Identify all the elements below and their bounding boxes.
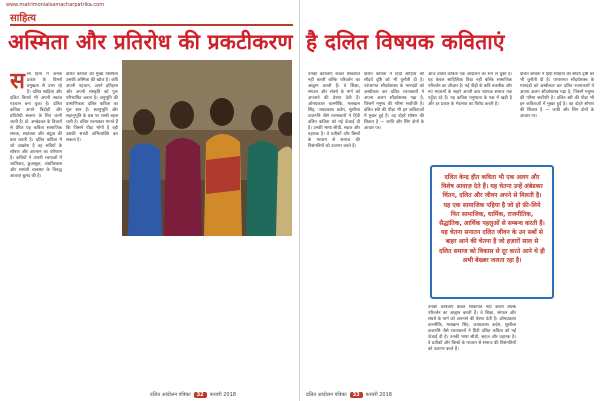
article-column-4 <box>364 72 424 382</box>
article-col-5-text: आज दलित कविता एक आंदोलन का रूप ले चुकी है। यह केवल साहित्यिक विधा नहीं बल्कि सामाजिक परिवर्तन का औज़ार है। नई पीढ़ी के कवि तकनीक और नए माध्यमों के सहारे अपनी बात व्यापक समाज तक पहुँचा रहे हैं। यह कविता मनुष्यता के पक्ष में खड़ी है और हर प्रकार के भेदभाव का विरोध करती है। <box>428 72 512 107</box>
footer-page-number-left: 32 <box>194 392 207 398</box>
article-col-5b-text: उनकी कविताएँ केवल शिकायत नहीं करतीं बल्कि परिवर्तन का आह्वान करती हैं। वे शिक्षा, संगठन और संघर्ष के मार्ग को अपनाने की प्रेरणा देती हैं। ओमप्रकाश वाल्मीकि, मलखान सिंह, जयप्रकाश कर्दम, सुशीला टाकभौरे जैसे रचनाकारों ने हिंदी दलित कविता को नई ऊँचाई दी है। उनकी भाषा सीधी, सहज और प्रहारक है। वे प्रतीकों और बिम्बों के माध्यम से समाज की विसंगतियों को उजागर करते हैं। <box>428 305 516 352</box>
article-col-6-text: दलित कविता ने हिंदी साहित्य की सौंदर्य दृष्टि को भी चुनौती दी है। परंपरागत सौंदर्यशास्त्र के मानदंडों को अस्वीकार कर दलित रचनाकारों ने अपना अलग सौंदर्यशास्त्र गढ़ा है, जिसमें मनुष्य की गरिमा सर्वोपरि है। दलित स्त्री की पीड़ा भी इन कविताओं में मुखर हुई है। वह दोहरे शोषण की शिकार है — जाति और लिंग दोनों के आधार पर। <box>520 72 594 119</box>
article-column-2 <box>66 72 118 382</box>
pull-quote-box <box>430 165 554 299</box>
article-col-1-text: सा हित्य में अनेक प्रकार के विमर्श प्रमुखता से उभर रहे हैं। दलित साहित्य और दलित विमर्श भी अपनी स्वतंत्र पहचान बना चुका है। दलित कविता अपने विद्रोही और प्रतिरोधी स्वरूप के लिए जानी जाती है। डॉ. अम्बेडकर के विचारों से प्रेरित यह कविता सामाजिक समता, स्वतंत्रता और बंधुत्व की बात करती है। दलित कविता में जो आक्रोश है वह सदियों के शोषण और अपमान का परिणाम है। कवियों ने अपनी रचनाओं में जातिवाद, छुआछूत, अंधविश्वास और सामंती व्यवस्था के विरुद्ध आवाज़ बुलंद की है। <box>10 72 62 179</box>
footer-magazine-right: दलित आंदोलन पत्रिका <box>306 392 347 398</box>
drop-cap: स <box>10 72 25 94</box>
footer-issue-right: फरवरी 2018 <box>365 392 392 398</box>
section-label: साहित्य <box>10 13 36 24</box>
article-col-2-text: दलित कविता की मुख्य विशेषता उसकी अस्मिता की खोज है। कवि अपनी पहचान, अपने इतिहास और अपनी संस्कृति को पुनः परिभाषित करता है। अनुभूति की प्रामाणिकता दलित कविता का मूल स्वर है। स्वानुभूति और सहानुभूति के प्रश्न पर लम्बी बहस चली है। दलित रचनाकार मानते हैं कि जिसने पीड़ा भोगी है वही उसकी सच्ची अभिव्यक्ति कर सकता है। <box>66 72 118 143</box>
footer-left <box>150 392 236 398</box>
article-column-5-bottom <box>428 305 516 385</box>
headline-left: अस्मिता और प्रतिरोध की प्रकटीकरण <box>8 30 293 54</box>
section-rule <box>10 24 293 26</box>
footer-issue-left: फरवरी 2018 <box>209 392 236 398</box>
footer-magazine-left: दलित आंदोलन पत्रिका <box>150 392 191 398</box>
page-url: www.matrimonialsamacharpatrika.com <box>6 2 105 8</box>
pull-quote-text: दलित केन्द्र हीत कविता भी एक अलग और विशेष आवाज़ देते हैं। यह चेतना उन्हें अंबेडकर चिंतन, दलित और जीवन अपने से मिलती है। यह एक सामाजिक पहिया है जो हो फ़ी-लिये फिर सामाजिक, धार्मिक, राजनीतिक, सैद्धांतिक, आर्थिक पहलुओं से सम्बन्ध करती हैं। यह चेतना सनातन दलित जीवन के उन सबों से बाहर आने की चेतना है जो हज़ारों साल से दलित समाज को विकास से दूर करते आने थे ही अभी बेख्बर जलता रहा है। <box>439 174 545 264</box>
headline-right: है दलित विषयक कविताएं <box>306 30 505 54</box>
women-photo <box>122 60 292 236</box>
right-page <box>300 0 600 401</box>
article-col-3-text: उनकी कविताएँ केवल शिकायत नहीं करतीं बल्कि परिवर्तन का आह्वान करती हैं। वे शिक्षा, संगठन और संघर्ष के मार्ग को अपनाने की प्रेरणा देती हैं। ओमप्रकाश वाल्मीकि, मलखान सिंह, जयप्रकाश कर्दम, सुशीला टाकभौरे जैसे रचनाकारों ने हिंदी दलित कविता को नई ऊँचाई दी है। उनकी भाषा सीधी, सहज और प्रहारक है। वे प्रतीकों और बिम्बों के माध्यम से समाज की विसंगतियों को उजागर करते हैं। <box>308 72 360 149</box>
article-column-3 <box>308 72 360 382</box>
article-column-5-top <box>428 72 512 160</box>
photo-illustration <box>122 60 292 236</box>
footer-right <box>306 392 392 398</box>
article-column-1 <box>10 72 62 382</box>
footer-page-number-right: 33 <box>350 392 363 398</box>
article-col-4-text: दलित कविता ने हिंदी साहित्य की सौंदर्य दृष्टि को भी चुनौती दी है। परंपरागत सौंदर्यशास्त्र के मानदंडों को अस्वीकार कर दलित रचनाकारों ने अपना अलग सौंदर्यशास्त्र गढ़ा है, जिसमें मनुष्य की गरिमा सर्वोपरि है। दलित स्त्री की पीड़ा भी इन कविताओं में मुखर हुई है। वह दोहरे शोषण की शिकार है — जाति और लिंग दोनों के आधार पर। <box>364 72 424 131</box>
